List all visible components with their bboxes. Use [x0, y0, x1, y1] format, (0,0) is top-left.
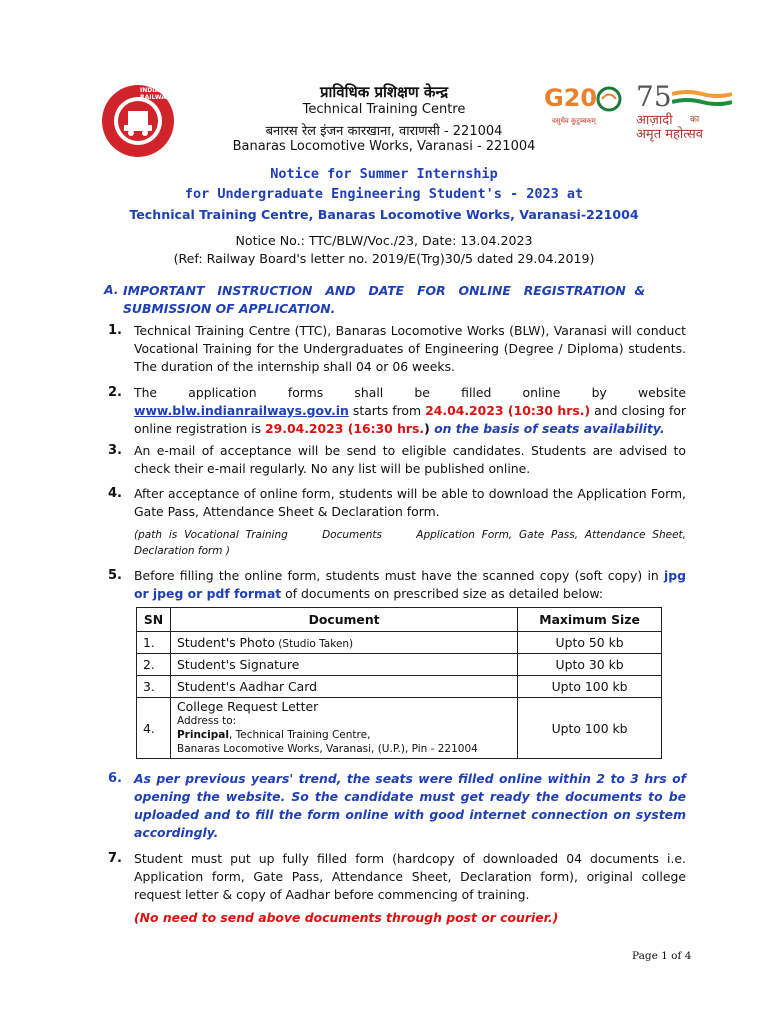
- start-date: 24.04.2023 (10:30 hrs.): [425, 403, 591, 418]
- cell-sn: 3.: [137, 676, 171, 698]
- item-5-number: 5.: [108, 568, 122, 583]
- cell-document: [170, 632, 517, 654]
- cell-sn: 4.: [137, 698, 171, 759]
- item-7-number: 7.: [108, 851, 122, 866]
- page-number: Page 1 of 4: [632, 950, 692, 962]
- section-a-line-2: SUBMISSION OF APPLICATION.: [123, 301, 336, 316]
- item-2-number: 2.: [108, 385, 122, 400]
- file-format: jpg or jpeg or pdf format: [134, 568, 686, 601]
- item-5-text: [134, 567, 686, 603]
- table-row: [137, 676, 662, 698]
- table-row: [137, 632, 662, 654]
- notice-title-line-1: Notice for Summer Internship: [270, 166, 498, 182]
- cell-sn: 2.: [137, 654, 171, 676]
- cell-document: [170, 698, 517, 759]
- g20-sub: वसुधैव कुटुम्बकम्: [552, 117, 596, 125]
- azadi-ka: का: [690, 115, 700, 125]
- item-2-text-d: ): [424, 421, 430, 436]
- hindi-title: प्राविधिक प्रशिक्षण केन्द्र: [319, 83, 449, 101]
- notice-reference: (Ref: Railway Board's letter no. 2019/E(Trg)30/5 dated 29.04.2019): [173, 251, 595, 266]
- item-5-text-a: Before filling the online form, students must have the scanned copy (soft copy) in: [134, 568, 664, 583]
- cell-size: Upto 50 kb: [518, 632, 662, 654]
- item-7-note: (No need to send above documents through post or courier.): [134, 910, 559, 925]
- item-7-text: Student must put up fully filled form (hardcopy of downloaded 04 documents i.e. Application form, Gate Pass, Attendance Sheet, Declaration form), original college request letter & copy of Aadhar before commencing of training.: [134, 851, 686, 902]
- english-address: Banaras Locomotive Works, Varanasi - 221004: [232, 139, 536, 154]
- item-3-number: 3.: [108, 443, 122, 458]
- cell-sn: 1.: [137, 632, 171, 654]
- closing-date: 29.04.2023 (16:30 hrs.: [265, 421, 425, 436]
- english-title: Technical Training Centre: [302, 102, 466, 117]
- item-5-text-b: of documents on prescribed size as detailed below:: [281, 586, 604, 601]
- address-principal: Principal: [176, 729, 229, 741]
- document-size-table: [136, 607, 662, 759]
- item-2-text-a: The application forms shall be filled online by website: [134, 385, 686, 400]
- website-link[interactable]: www.blw.indianrailways.gov.in: [134, 403, 349, 418]
- notice-title-line-2: for Undergraduate Engineering Student's - 2023 at: [184, 186, 584, 202]
- section-a-label: A.: [104, 282, 119, 297]
- address-centre: , Technical Training Centre,: [228, 729, 371, 741]
- item-3-text: An e-mail of acceptance will be send to eligible candidates. Students are advised to check their e-mail regularly. No any list will be published online.: [134, 443, 686, 476]
- doc-note: (Studio Taken): [274, 638, 354, 650]
- notice-number: Notice No.: TTC/BLW/Voc./23, Date: 13.04.2023: [235, 233, 533, 248]
- item-2-text-b: starts from: [348, 403, 426, 418]
- cell-size: Upto 30 kb: [518, 654, 662, 676]
- item-2-text: [134, 384, 686, 438]
- item-4-text: After acceptance of online form, students will be able to download the Application Form, Gate Pass, Attendance Sheet & Declaration form.: [134, 486, 686, 519]
- item-1-text: Technical Training Centre (TTC), Banaras Locomotive Works (BLW), Varanasi will conduct Vocational Training for the Undergraduates of Engineering (Degree / Diploma) students. The duration of the internship shall 04 or 06 weeks.: [134, 323, 686, 374]
- address-location: Banaras Locomotive Works, Varanasi, (U.P.), Pin - 221004: [176, 743, 478, 755]
- azadi-text-2: अमृत महोत्सव: [636, 127, 704, 142]
- item-4-path: (path is Vocational Training Documents Application Form, Gate Pass, Attendance Sheet, Declaration form ): [134, 529, 690, 557]
- azadi-text-1: आज़ादी: [636, 113, 673, 128]
- address-label: Address to:: [176, 715, 237, 727]
- item-1-number: 1.: [108, 323, 122, 338]
- g20-text: G20: [544, 84, 598, 112]
- address-line: [177, 728, 511, 742]
- item-2-text-c: and closing for online registration is: [134, 403, 687, 436]
- azadi-number: 75: [636, 80, 672, 113]
- section-a-line-1: IMPORTANT INSTRUCTION AND DATE FOR ONLINE REGISTRATION &: [123, 283, 646, 298]
- cell-document: Student's Aadhar Card: [170, 676, 517, 698]
- header-sn: SN: [137, 608, 171, 632]
- cell-document: Student's Signature: [170, 654, 517, 676]
- table-row: [137, 698, 662, 759]
- cell-size: Upto 100 kb: [518, 698, 662, 759]
- item-4-number: 4.: [108, 486, 122, 501]
- logo-left-text: INDIAN RAILWAYS: [140, 87, 174, 101]
- cell-size: Upto 100 kb: [518, 676, 662, 698]
- item-6-number: 6.: [108, 771, 122, 786]
- table-header-row: [137, 608, 662, 632]
- doc-name: College Request Letter: [176, 699, 319, 714]
- header-max-size: Maximum Size: [518, 608, 662, 632]
- header-document: Document: [170, 608, 517, 632]
- notice-title-line-3: Technical Training Centre, Banaras Locomotive Works, Varanasi-221004: [129, 207, 639, 222]
- seats-availability-note: on the basis of seats availability.: [429, 421, 665, 436]
- section-a-heading: [123, 282, 687, 318]
- item-6-text: As per previous years' trend, the seats were filled online within 2 to 3 hrs of opening the website. So the candidate must get ready the documents to be uploaded and to fill the form online with good internet connection on system accordingly.: [134, 771, 686, 840]
- table-row: [137, 654, 662, 676]
- hindi-address: बनारस रेल इंजन कारखाना, वाराणसी - 221004: [265, 124, 503, 139]
- doc-name: Student's Photo: [176, 635, 275, 650]
